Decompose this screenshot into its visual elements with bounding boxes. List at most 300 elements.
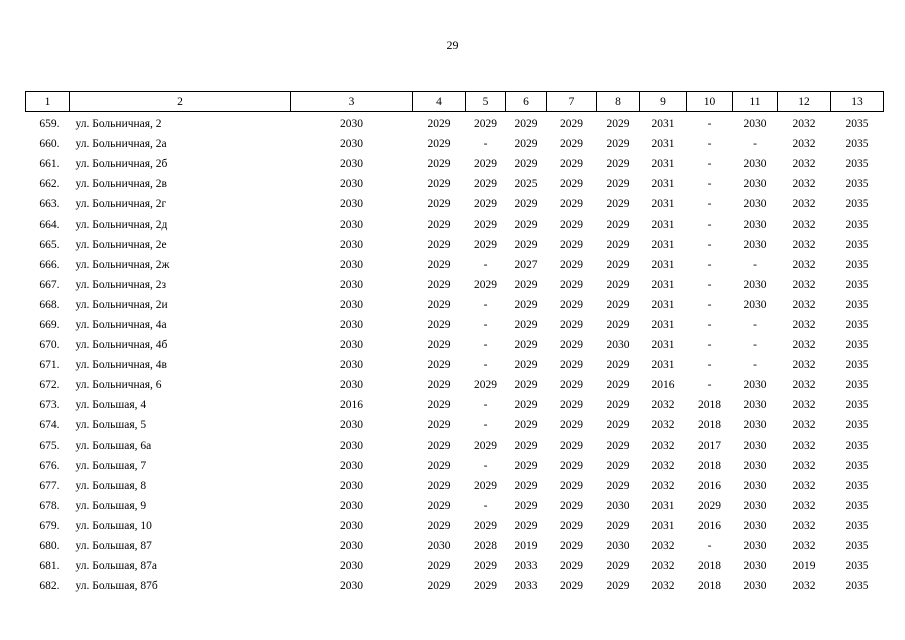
year-cell: -	[707, 318, 712, 331]
year-cell: -	[483, 499, 488, 512]
table-row	[26, 436, 884, 456]
year-cell: 2035	[845, 439, 869, 452]
year-cell: 2030	[743, 419, 767, 432]
year-cell: 2029	[427, 278, 451, 291]
year-cell: 2029	[427, 198, 451, 211]
year-cell: 2030	[340, 419, 363, 432]
year-cell: 2030	[340, 238, 363, 251]
table-row	[26, 456, 884, 476]
year-cell: 2029	[514, 278, 538, 291]
year-cell: 2029	[560, 318, 583, 331]
column-header-5: 5	[466, 92, 506, 112]
column-header-9: 9	[640, 92, 687, 112]
year-cell: 2032	[651, 459, 675, 472]
year-cell: 2035	[845, 379, 869, 392]
year-cell: 2016	[651, 379, 675, 392]
year-cell: 2035	[845, 158, 869, 171]
table-row	[26, 154, 884, 174]
year-cell: -	[707, 278, 712, 291]
year-cell: 2035	[845, 218, 869, 231]
row-number-cell: 676.	[39, 459, 60, 472]
year-cell: 2029	[514, 419, 538, 432]
year-cell: 2029	[560, 399, 583, 412]
year-cell: 2029	[560, 519, 583, 532]
address-cell: ул. Больничная, 2з	[75, 278, 167, 291]
year-cell: 2030	[743, 178, 767, 191]
year-cell: 2016	[340, 399, 363, 412]
year-cell: 2032	[792, 298, 816, 311]
year-cell: 2029	[606, 198, 630, 211]
year-cell: 2031	[651, 238, 675, 251]
year-cell: 2030	[340, 258, 363, 271]
year-cell: 2019	[792, 560, 816, 573]
table-row	[26, 315, 884, 335]
year-cell: 2032	[792, 540, 816, 553]
year-cell: -	[483, 399, 488, 412]
year-cell: 2029	[606, 379, 630, 392]
year-cell: 2031	[651, 118, 675, 131]
row-number-cell: 682.	[39, 580, 60, 593]
year-cell: 2031	[651, 278, 675, 291]
year-cell: -	[707, 178, 712, 191]
row-number-cell: 671.	[39, 359, 60, 372]
year-cell: 2035	[845, 278, 869, 291]
year-cell: 2030	[743, 158, 767, 171]
year-cell: 2031	[651, 318, 675, 331]
year-cell: 2031	[651, 138, 675, 151]
year-cell: 2029	[606, 439, 630, 452]
table-row	[26, 112, 884, 135]
year-cell: 2029	[606, 158, 630, 171]
year-cell: 2035	[845, 339, 869, 352]
year-cell: 2029	[427, 479, 451, 492]
year-cell: 2029	[427, 138, 451, 151]
year-cell: 2032	[792, 519, 816, 532]
year-cell: 2029	[427, 339, 451, 352]
year-cell: 2029	[560, 178, 583, 191]
year-cell: 2030	[340, 278, 363, 291]
year-cell: 2035	[845, 258, 869, 271]
year-cell: 2029	[427, 580, 451, 593]
address-cell: ул. Большая, 4	[75, 399, 147, 412]
table-row	[26, 516, 884, 536]
year-cell: 2029	[427, 258, 451, 271]
table-row	[26, 194, 884, 214]
year-cell: 2029	[606, 479, 630, 492]
year-cell: 2030	[340, 519, 363, 532]
row-number-cell: 661.	[39, 158, 60, 171]
year-cell: 2035	[845, 298, 869, 311]
row-number-cell: 673.	[39, 399, 60, 412]
year-cell: 2031	[651, 339, 675, 352]
year-cell: 2031	[651, 499, 675, 512]
year-cell: 2017	[698, 439, 721, 452]
year-cell: 2025	[514, 178, 538, 191]
year-cell: 2030	[340, 379, 363, 392]
address-cell: ул. Большая, 7	[75, 459, 147, 472]
row-number-cell: 680.	[39, 540, 60, 553]
year-cell: 2016	[698, 519, 721, 532]
row-number-cell: 674.	[39, 419, 60, 432]
year-cell: 2029	[514, 519, 538, 532]
year-cell: 2032	[792, 419, 816, 432]
address-cell: ул. Больничная, 2г	[75, 198, 167, 211]
address-cell: ул. Больничная, 2а	[75, 138, 167, 151]
year-cell: 2031	[651, 198, 675, 211]
row-number-cell: 659.	[39, 118, 60, 131]
year-cell: 2032	[792, 580, 816, 593]
year-cell: -	[707, 298, 712, 311]
year-cell: 2029	[698, 499, 721, 512]
address-cell: ул. Больничная, 4б	[75, 339, 168, 352]
year-cell: 2030	[743, 580, 767, 593]
year-cell: -	[483, 138, 488, 151]
year-cell: 2032	[792, 178, 816, 191]
address-cell: ул. Большая, 6а	[75, 439, 152, 452]
year-cell: 2029	[606, 138, 630, 151]
year-cell: 2029	[606, 399, 630, 412]
row-number-cell: 679.	[39, 519, 60, 532]
address-cell: ул. Больничная, 4в	[75, 359, 167, 372]
year-cell: -	[707, 238, 712, 251]
year-cell: 2032	[651, 399, 675, 412]
year-cell: 2032	[792, 118, 816, 131]
year-cell: 2029	[427, 459, 451, 472]
year-cell: 2029	[474, 379, 497, 392]
year-cell: -	[707, 138, 712, 151]
year-cell: 2029	[427, 560, 451, 573]
year-cell: 2029	[427, 359, 451, 372]
year-cell: 2030	[340, 138, 363, 151]
year-cell: -	[707, 218, 712, 231]
year-cell: 2035	[845, 138, 869, 151]
year-cell: 2035	[845, 399, 869, 412]
table-row	[26, 556, 884, 576]
table-body	[26, 112, 884, 597]
year-cell: 2030	[340, 178, 363, 191]
year-cell: 2029	[560, 479, 583, 492]
table-row	[26, 395, 884, 415]
table-row	[26, 576, 884, 596]
year-cell: 2029	[474, 439, 497, 452]
year-cell: 2030	[606, 499, 630, 512]
year-cell: 2018	[698, 580, 721, 593]
row-number-cell: 665.	[39, 238, 60, 251]
year-cell: 2030	[606, 540, 630, 553]
year-cell: -	[753, 318, 757, 331]
year-cell: 2030	[743, 560, 767, 573]
year-cell: 2029	[514, 399, 538, 412]
address-cell: ул. Большая, 87а	[75, 560, 158, 573]
year-cell: 2032	[792, 138, 816, 151]
year-cell: 2030	[743, 499, 767, 512]
row-number-cell: 669.	[39, 318, 60, 331]
year-cell: 2031	[651, 178, 675, 191]
year-cell: 2029	[474, 218, 497, 231]
year-cell: 2030	[743, 379, 767, 392]
column-header-4: 4	[413, 92, 466, 112]
year-cell: 2030	[340, 359, 363, 372]
year-cell: 2035	[845, 238, 869, 251]
year-cell: 2019	[514, 540, 538, 553]
year-cell: 2029	[560, 560, 583, 573]
year-cell: 2035	[845, 560, 869, 573]
year-cell: 2035	[845, 359, 869, 372]
address-cell: ул. Больничная, 2е	[75, 238, 167, 251]
row-number-cell: 678.	[39, 499, 60, 512]
year-cell: -	[753, 138, 757, 151]
year-cell: 2032	[651, 439, 675, 452]
address-cell: ул. Большая, 87	[75, 540, 152, 553]
year-cell: 2031	[651, 359, 675, 372]
row-number-cell: 675.	[39, 439, 60, 452]
row-number-cell: 664.	[39, 218, 60, 231]
year-cell: 2018	[698, 419, 721, 432]
year-cell: -	[707, 359, 712, 372]
year-cell: 2032	[792, 339, 816, 352]
year-cell: 2030	[340, 479, 363, 492]
year-cell: 2029	[606, 238, 630, 251]
header-row	[26, 92, 884, 112]
column-header-6: 6	[506, 92, 547, 112]
year-cell: 2035	[845, 459, 869, 472]
year-cell: -	[707, 258, 712, 271]
year-cell: 2029	[474, 560, 497, 573]
year-cell: 2035	[845, 198, 869, 211]
year-cell: -	[483, 318, 488, 331]
table-row	[26, 275, 884, 295]
year-cell: 2035	[845, 178, 869, 191]
table-row	[26, 496, 884, 516]
year-cell: 2035	[845, 580, 869, 593]
year-cell: 2032	[792, 359, 816, 372]
year-cell: 2029	[427, 298, 451, 311]
year-cell: 2032	[651, 560, 675, 573]
year-cell: 2032	[651, 540, 675, 553]
year-cell: 2030	[743, 298, 767, 311]
year-cell: 2030	[340, 298, 363, 311]
year-cell: -	[483, 258, 488, 271]
year-cell: 2032	[792, 379, 816, 392]
address-cell: ул. Большая, 5	[75, 419, 147, 432]
year-cell: 2029	[427, 499, 451, 512]
year-cell: 2029	[606, 278, 630, 291]
table-row	[26, 214, 884, 234]
year-cell: 2031	[651, 519, 675, 532]
table-row	[26, 476, 884, 496]
year-cell: -	[753, 339, 757, 352]
year-cell: 2029	[427, 419, 451, 432]
column-header-1: 1	[26, 92, 70, 112]
year-cell: 2029	[474, 238, 497, 251]
year-cell: 2029	[606, 218, 630, 231]
year-cell: 2028	[474, 540, 497, 553]
year-cell: 2029	[474, 178, 497, 191]
year-cell: 2029	[560, 419, 583, 432]
year-cell: 2032	[651, 419, 675, 432]
year-cell: 2031	[651, 298, 675, 311]
year-cell: 2029	[514, 479, 538, 492]
year-cell: 2029	[514, 499, 538, 512]
year-cell: 2030	[340, 560, 363, 573]
year-cell: 2029	[427, 399, 451, 412]
year-cell: 2029	[427, 519, 451, 532]
row-number-cell: 681.	[39, 560, 60, 573]
year-cell: 2032	[792, 399, 816, 412]
year-cell: 2031	[651, 258, 675, 271]
row-number-cell: 677.	[39, 479, 60, 492]
year-cell: 2035	[845, 540, 869, 553]
year-cell: 2030	[743, 519, 767, 532]
year-cell: 2032	[792, 278, 816, 291]
column-header-7: 7	[547, 92, 597, 112]
year-cell: 2030	[340, 439, 363, 452]
year-cell: -	[707, 379, 712, 392]
year-cell: 2030	[743, 118, 767, 131]
year-cell: 2029	[514, 298, 538, 311]
row-number-cell: 666.	[39, 258, 60, 271]
year-cell: 2027	[514, 258, 538, 271]
year-cell: 2030	[743, 439, 767, 452]
address-cell: ул. Больничная, 4а	[75, 318, 167, 331]
year-cell: 2029	[514, 198, 538, 211]
year-cell: 2029	[427, 178, 451, 191]
year-cell: 2029	[560, 499, 583, 512]
row-number-cell: 660.	[39, 138, 60, 151]
year-cell: 2029	[474, 118, 497, 131]
year-cell: -	[483, 419, 488, 432]
year-cell: 2029	[560, 298, 583, 311]
year-cell: 2030	[743, 238, 767, 251]
year-cell: 2035	[845, 519, 869, 532]
year-cell: 2030	[340, 198, 363, 211]
year-cell: 2029	[606, 419, 630, 432]
year-cell: 2030	[340, 540, 363, 553]
year-cell: 2030	[743, 459, 767, 472]
address-cell: ул. Больничная, 2	[75, 118, 162, 131]
year-cell: 2029	[560, 258, 583, 271]
year-cell: -	[483, 459, 488, 472]
column-header-3: 3	[291, 92, 413, 112]
column-header-11: 11	[733, 92, 778, 112]
address-cell: ул. Большая, 10	[75, 519, 152, 532]
year-cell: 2029	[427, 218, 451, 231]
year-cell: 2029	[606, 580, 630, 593]
year-cell: 2032	[792, 439, 816, 452]
table-row	[26, 134, 884, 154]
table-row	[26, 375, 884, 395]
year-cell: 2029	[606, 519, 630, 532]
year-cell: 2029	[514, 439, 538, 452]
address-cell: ул. Больничная, 2д	[75, 218, 168, 231]
year-cell: 2031	[651, 158, 675, 171]
year-cell: 2029	[514, 118, 538, 131]
table-row	[26, 255, 884, 275]
year-cell: 2029	[427, 318, 451, 331]
year-cell: 2030	[340, 339, 363, 352]
year-cell: 2029	[560, 359, 583, 372]
year-cell: 2030	[340, 499, 363, 512]
year-cell: 2030	[340, 158, 363, 171]
year-cell: 2035	[845, 499, 869, 512]
year-cell: 2029	[606, 258, 630, 271]
column-header-13: 13	[831, 92, 884, 112]
row-number-cell: 670.	[39, 339, 60, 352]
year-cell: 2029	[606, 560, 630, 573]
column-header-2: 2	[70, 92, 291, 112]
year-cell: 2029	[514, 339, 538, 352]
column-header-12: 12	[778, 92, 831, 112]
address-cell: ул. Больничная, 2и	[75, 298, 168, 311]
row-number-cell: 667.	[39, 278, 60, 291]
year-cell: 2035	[845, 318, 869, 331]
year-cell: 2029	[560, 198, 583, 211]
row-number-cell: 672.	[39, 379, 60, 392]
year-cell: 2032	[792, 318, 816, 331]
year-cell: 2032	[792, 218, 816, 231]
year-cell: 2030	[340, 459, 363, 472]
year-cell: 2029	[560, 218, 583, 231]
table-header	[26, 92, 884, 112]
year-cell: 2030	[743, 479, 767, 492]
year-cell: 2018	[698, 399, 721, 412]
year-cell: -	[753, 359, 757, 372]
year-cell: 2029	[560, 158, 583, 171]
year-cell: 2029	[606, 118, 630, 131]
table-row	[26, 295, 884, 315]
year-cell: 2032	[792, 158, 816, 171]
year-cell: 2032	[651, 479, 675, 492]
column-header-10: 10	[687, 92, 733, 112]
year-cell: 2029	[427, 439, 451, 452]
address-cell: ул. Большая, 8	[75, 479, 147, 492]
year-cell: 2029	[514, 218, 538, 231]
year-cell: 2030	[340, 318, 363, 331]
year-cell: 2030	[743, 540, 767, 553]
year-cell: -	[753, 258, 757, 271]
page-number: 29	[446, 38, 459, 52]
year-cell: -	[707, 540, 712, 553]
year-cell: 2029	[474, 198, 497, 211]
table-row	[26, 335, 884, 355]
year-cell: 2029	[514, 459, 538, 472]
row-number-cell: 663.	[39, 198, 60, 211]
year-cell: 2029	[560, 238, 583, 251]
table-row	[26, 536, 884, 556]
row-number-cell: 662.	[39, 178, 60, 191]
row-number-cell: 668.	[39, 298, 60, 311]
address-cell: ул. Больничная, 2в	[75, 178, 167, 191]
address-cell: ул. Большая, 9	[75, 499, 147, 512]
schedule-table	[25, 91, 884, 596]
year-cell: 2029	[560, 138, 583, 151]
year-cell: 2029	[514, 359, 538, 372]
year-cell: 2030	[340, 580, 363, 593]
year-cell: 2029	[606, 298, 630, 311]
year-cell: -	[707, 198, 712, 211]
year-cell: -	[707, 158, 712, 171]
year-cell: 2029	[427, 238, 451, 251]
year-cell: 2029	[474, 278, 497, 291]
year-cell: 2029	[560, 540, 583, 553]
year-cell: 2029	[514, 138, 538, 151]
year-cell: -	[483, 359, 488, 372]
year-cell: 2029	[474, 519, 497, 532]
year-cell: 2018	[698, 560, 721, 573]
year-cell: -	[707, 118, 712, 131]
year-cell: -	[483, 298, 488, 311]
year-cell: 2030	[743, 278, 767, 291]
